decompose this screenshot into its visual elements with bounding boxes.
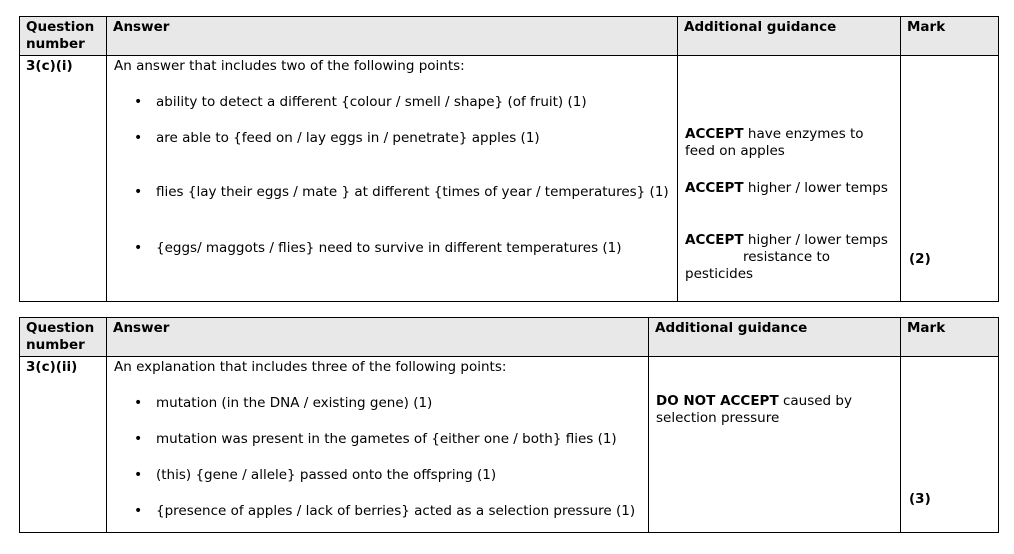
header-question-number: Question number	[20, 318, 107, 357]
answer-intro: An explanation that includes three of the following points:	[114, 359, 507, 375]
guidance-text: higher / lower temps	[743, 232, 888, 248]
header-answer: Answer	[107, 17, 678, 56]
answer-points	[107, 94, 677, 257]
guidance-keyword: ACCEPT	[685, 126, 744, 142]
question-number: 3(c)(i)	[20, 56, 107, 302]
answer-point: • flies {lay their eggs / mate } at different {times of year / temperatures} (1)	[107, 184, 677, 201]
answer-point: • are able to {feed on / lay eggs in / penetrate} apples (1)	[107, 130, 677, 147]
guidance-text: higher / lower temps	[743, 180, 888, 196]
header-mark: Mark	[901, 17, 999, 56]
header-additional-guidance: Additional guidance	[678, 17, 901, 56]
mark-cell	[901, 357, 999, 533]
guidance-keyword: ACCEPT	[685, 180, 744, 196]
guidance-text: have enzymes to feed on apples	[685, 126, 864, 159]
guidance-item	[685, 126, 896, 160]
guidance-text: resistance to	[743, 249, 831, 265]
mark-scheme-table-3cii	[19, 317, 999, 533]
answer-intro: An answer that includes two of the following points:	[114, 58, 465, 74]
header-question-number: Question number	[20, 17, 107, 56]
guidance-cell	[678, 56, 901, 302]
guidance-keyword: DO NOT ACCEPT	[656, 393, 779, 409]
guidance-item	[656, 393, 896, 427]
header-answer: Answer	[107, 318, 649, 357]
answer-point: • ability to detect a different {colour / smell / shape} (of fruit) (1)	[107, 94, 677, 111]
guidance-cell	[649, 357, 901, 533]
mark-scheme-table-3ci	[19, 16, 999, 302]
question-number: 3(c)(ii)	[20, 357, 107, 533]
answer-cell	[107, 357, 649, 533]
mark-value: (2)	[909, 251, 931, 267]
guidance-keyword: ACCEPT	[685, 232, 744, 248]
mark-value: (3)	[909, 491, 931, 507]
header-additional-guidance: Additional guidance	[649, 318, 901, 357]
guidance-text: caused by selection pressure	[656, 393, 852, 426]
answer-point: • {presence of apples / lack of berries} acted as a selection pressure (1)	[107, 503, 648, 520]
answer-point: • mutation (in the DNA / existing gene) (1)	[107, 395, 648, 412]
guidance-text: pesticides	[685, 266, 754, 282]
answer-points	[107, 395, 648, 520]
answer-cell	[107, 56, 678, 302]
answer-point: • (this) {gene / allele} passed onto the offspring (1)	[107, 467, 648, 484]
header-mark: Mark	[901, 318, 999, 357]
answer-point: • {eggs/ maggots / flies} need to survive in different temperatures (1)	[107, 240, 677, 257]
guidance-item	[685, 232, 896, 283]
guidance-item	[685, 180, 896, 197]
answer-point: • mutation was present in the gametes of {either one / both} flies (1)	[107, 431, 648, 448]
mark-cell	[901, 56, 999, 302]
